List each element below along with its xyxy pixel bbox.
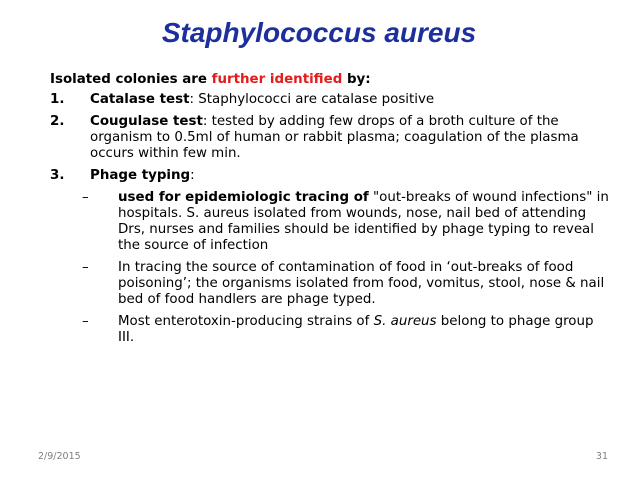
slide-body: [50, 72, 610, 352]
dash-bullet: –: [82, 260, 89, 275]
sub-item-food-poisoning: [50, 260, 610, 308]
intro-highlight: further identified: [211, 72, 343, 87]
sub-item-text: "out-breaks of wound infections" in hospitals. S. aureus isolated from wounds, nose, nail bed of attending Drs, nurses and families should be identified by phage typing to reveal the source of infection: [118, 190, 609, 253]
item-number: 2.: [50, 114, 65, 129]
sub-item-enterotoxin: [50, 314, 610, 346]
list-item-coagulase: [50, 114, 610, 162]
item-text: : tested by adding few drops of a broth culture of the organism to 0.5ml of human or rabbit plasma; coagulation of the plasma occurs within few min.: [90, 114, 579, 161]
item-term: Catalase test: [90, 92, 190, 107]
item-text: : Staphylococci are catalase positive: [189, 92, 435, 107]
item-number: 1.: [50, 92, 65, 107]
footer-date: 2/9/2015: [38, 451, 81, 462]
dash-bullet: –: [82, 190, 89, 205]
item-text: :: [190, 168, 195, 183]
intro-line: [50, 72, 610, 88]
intro-pre: Isolated colonies are: [50, 72, 212, 87]
sub-item-text-pre: Most enterotoxin-producing strains of: [118, 314, 374, 329]
footer-page-number: 31: [595, 451, 608, 462]
sub-item-text: In tracing the source of contamination of food in ‘out-breaks of food poisoning’; the organisms isolated from food, vomitus, stool, nose & nail bed of food handlers are phage typed.: [118, 260, 605, 307]
sub-item-bold: used for epidemiologic tracing of: [118, 190, 369, 205]
item-number: 3.: [50, 168, 65, 183]
list-item-phage-typing: [50, 168, 610, 184]
species-name: S. aureus: [373, 314, 437, 329]
dash-bullet: –: [82, 314, 89, 329]
item-term: Phage typing: [90, 168, 191, 183]
list-item-catalase: [50, 92, 610, 108]
sub-item-text-post: belong to phage group III.: [118, 314, 594, 345]
item-term: Cougulase test: [90, 114, 203, 129]
sub-item-epidemiologic: [50, 190, 610, 254]
intro-post: by:: [342, 72, 371, 87]
slide-title: Staphylococcus aureus: [161, 17, 477, 48]
